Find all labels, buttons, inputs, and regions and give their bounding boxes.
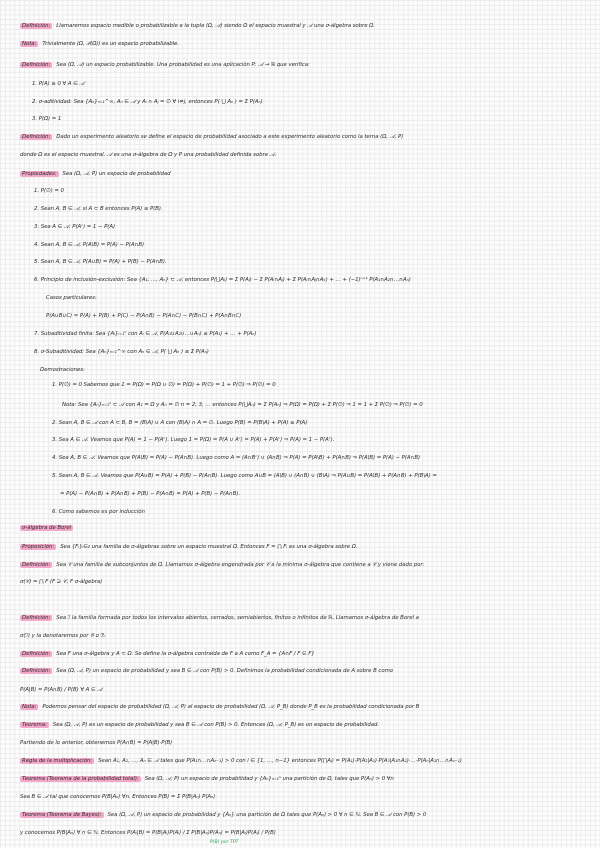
line-definition-borel-cont: σ(ℐ) y la denotaremos por 𝔅 o ℬ. [20,633,107,639]
line-property-2: 2. Sean A, B ∈ 𝒜, si A ⊂ B entonces P(A) ≤ P(B). [34,206,163,212]
line-proof-6: 6. Como sabemos es por inducción [52,509,145,515]
line-multiplication-rule: Regla de la multiplicación: Sean A₁, A₂, …, Aₙ ∈ 𝒜 tales que P(A₁∩…∩Aₙ₋₁) > 0 con i ∈ {1, …, n−1} entonces P(⋂Aᵢ) = P(A₁)·P(A₂|A₁)·P(A₃|A₁∩A₂)·…·P(Aₙ|A₁∩…∩Aₙ₋₁) [22,758,462,764]
line-proposition-intersection: Proposición: Sea {Fᵢ}ᵢ∈ɪ una familia de σ-álgebras sobre un espacio muestral Ω. Entonces F = ⋂ Fᵢ es una σ-álgebra sobre Ω. [22,544,358,550]
line-definition-probability-space: Definición: Dado un experimento aleatorio se define el espacio de probabilidad asociado a este experimento aleatorio como la terna (Ω, 𝒜, P) [22,134,404,140]
line-particular-cases: Casos particulares: [46,295,97,301]
line-total-probability: Teorema (Teorema de la probabilidad total): Sea (Ω, 𝒜, P) un espacio de probabilidad y {Aₙ}ₙ₌₁ⁿ una partición de Ω, tales que P(Aₙ) > 0 ∀n [22,776,394,782]
line-proof-1-note: Nota: Sea {Aₙ}ₙ₌₁ⁿ ⊂ 𝒜 con A₁ = Ω y Aₙ = ∅ n = 2, 3, … entonces P(⋃Aₙ) = Σ P(Aₙ) ⇒ P(Ω) = P(Ω) + Σ P(∅) ⇒ 1 = 1 + Σ P(∅) ⇒ P(∅) = 0 [62,402,423,408]
line-definition-conditional: Definición: Sea (Ω, 𝒜, P) un espacio de probabilidad y sea B ∈ 𝒜 con P(B) > 0. Definimos la probabilidad condicionada de A sobre B como [22,668,394,674]
green-annotation-total-probability: P(B) por TPT [210,840,239,845]
line-bayes-cont: y conocemos P(B|Aₙ) ∀ n ∈ ℕ. Entonces P(Aᵢ|B) = P(B|Aᵢ)P(Aᵢ) / Σ P(B|Aₙ)P(Aₙ) = P(B|Aᵢ)P(Aᵢ) / P(B) [20,830,276,836]
line-definition-probability: Definición: Sea (Ω, 𝒜) un espacio probabilizable. Una probabilidad es una aplicación P: 𝒜 → ℝ que verifica: [22,62,310,68]
line-property-5: 5. Sean A, B ∈ 𝒜, P(A∪B) = P(A) + P(B) − P(A∩B). [34,259,167,265]
line-definition-probability-space-cont: donde Ω es el espacio muestral, 𝒜 es una σ-álgebra de Ω y P una probabilidad definida sobre 𝒜. [20,152,277,158]
line-bayes: Teorema (Teorema de Bayes): Sea (Ω, 𝒜, P) un espacio de probabilidad y {Aₙ} una partición de Ω tales que P(Aₙ) > 0 ∀ n ∈ ℕ. Sea B ∈ 𝒜 con P(B) > 0 [22,812,427,818]
line-definition-contracted: Definición: Sea F una σ-álgebra y A ⊂ Ω. Se define la σ-álgebra contraída de F a A como F_A = {A∩F / F ∈ F} [22,651,315,657]
line-product-rule: Partiendo de lo anterior, obtenemos P(A∩B) = P(A|B)·P(B) [20,740,173,746]
line-proof-4: 4. Sea A, B ∈ 𝒜. Veamos que P(A\B) = P(A) − P(A∩B). Luego como A = (A∩Bᶜ) ∪ (A∩B) ⇒ P(A) = P(A\B) + P(A∩B) ⇒ P(A\B) = P(A) − P(A∩B) [52,455,421,461]
section-heading-borel: σ-álgebra de Borel [22,525,72,531]
line-definition-generated: Definición: Sea 𝒞 una familia de subconjuntos de Ω. Llamamos σ-álgebra engendrada por 𝒞 a la mínima σ-álgebra que contiene a 𝒞 y viene dado por: [22,562,425,568]
line-property-1: 1. P(∅) = 0 [34,188,64,194]
line-generated-formula: σ(𝒞) = ⋂ F (F ⊇ 𝒞, F σ-álgebra) [20,579,103,585]
line-property-4: 4. Sean A, B ∈ 𝒜, P(A\B) = P(A) − P(A∩B) [34,242,145,248]
line-property-7: 7. Subaditividad finita: Sea {Aᵢ}ᵢ₌₁ⁿ con Aᵢ ∈ 𝒜, P(A₁∪A₂∪…∪Aₙ) ≤ P(A₁) + … + P(Aₙ) [34,331,257,337]
line-particular-formula: P(A∪B∪C) = P(A) + P(B) + P(C) − P(A∩B) − P(A∩C) − P(B∩C) + P(A∩B∩C) [46,313,242,319]
line-proof-5: 5. Sean A, B ∈ 𝒜. Veamos que P(A∪B) = P(A) + P(B) − P(A∩B). Luego como A∪B = (A\B) ∪ (A∩B) ∪ (B\A) ⇒ P(A∪B) = P(A\B) + P(A∩B) + P(B\A) = [52,473,437,479]
line-definition-measurable-space: Definición: Llamaremos espacio medible o probabilizable a la tupla (Ω, 𝒜) siendo Ω el espacio muestral y 𝒜 una σ-álgebra sobre Ω. [22,23,375,29]
line-property-3: 3. Sea A ∈ 𝒜, P(Aᶜ) = 1 − P(A) [34,224,116,230]
line-axiom-3: 3. P(Ω) = 1 [32,116,62,122]
line-proof-5-cont: = P(A) − P(A∩B) + P(A∩B) + P(B) − P(A∩B) = P(A) + P(B) − P(A∩B). [60,491,241,497]
line-note-trivial: Nota: Trivialmente (Ω, 𝒫(Ω)) es un espacio probabilizable. [22,41,179,47]
line-total-probability-cont: Sea B ∈ 𝒜 tal que conocemos P(B|Aₙ) ∀n. Entonces P(B) = Σ P(B|Aₙ) P(Aₙ) [20,794,216,800]
line-conditional-formula: P(A|B) = P(A∩B) / P(B) ∀ A ∈ 𝒜 [20,687,103,693]
line-property-8: 8. σ-Subaditividad: Sea {Aₙ}ₙ₌₁^∞ con Aₙ ∈ 𝒜, P( ⋃ Aₙ ) ≤ Σ P(Aₙ) [34,349,209,355]
line-note-conditional: Nota: Podemos pensar del espacio de probabilidad (Ω, 𝒜, P) al espacio de probabilidad (Ω, 𝒜, P_B) donde P_B es la probabilidad condicionada por B [22,704,420,710]
line-properties-heading: Propiedades: Sea (Ω, 𝒜, P) un espacio de probabilidad [22,171,171,177]
line-proofs-heading: Demostraciones: [40,367,85,373]
line-axiom-1: 1. P(A) ≥ 0 ∀ A ∈ 𝒜 [32,81,85,87]
line-axiom-2: 2. σ-aditividad: Sea {Aₙ}ₙ₌₁^∞, Aₙ ∈ 𝒜 y Aᵢ ∩ Aⱼ = ∅ ∀ i≠j, entonces P( ⋃ Aₙ ) = Σ P(Aₙ) [32,99,263,105]
line-proof-1: 1. P(∅) = 0 Sabemos que 1 = P(Ω) = P(Ω ∪ ∅) = P(Ω) + P(∅) = 1 + P(∅) ⇒ P(∅) = 0 [52,382,276,388]
line-definition-borel: Definición: Sea ℐ la familia formada por todos los intervalos abiertos, cerrados, semiabiertos, finitos o infinitos de ℝ. Llamamos σ-álgebra de Borel a [22,615,419,621]
line-proof-2: 2. Sean A, B ∈ 𝒜 con A ⊂ B, B = (B\A) ∪ A con (B\A) ∩ A = ∅. Luego P(B) = P(B\A) + P(A) ≥ P(A) [52,420,308,426]
line-proof-3: 3. Sea A ∈ 𝒜. Veamos que P(A) = 1 − P(Aᶜ). Luego 1 = P(Ω) = P(A ∪ Aᶜ) = P(A) + P(Aᶜ) ⇒ P(A) = 1 − P(Aᶜ). [52,437,335,443]
line-theorem-conditional-space: Teorema: Sea (Ω, 𝒜, P) es un espacio de probabilidad y sea B ∈ 𝒜 con P(B) > 0. Entonces (Ω, 𝒜, P_B) es un espacio de probabilidad. [22,722,380,728]
line-property-6: 6. Principio de inclusión-exclusión: Sea {A₁, …, Aₙ} ⊂ 𝒜, entonces P(⋃Aᵢ) = Σ P(Aᵢ) − Σ P(Aᵢ∩Aⱼ) + Σ P(Aᵢ∩Aⱼ∩Aₖ) + … + (−1)ⁿ⁺¹ P(A₁∩A₂∩…∩Aₙ) [34,277,411,283]
